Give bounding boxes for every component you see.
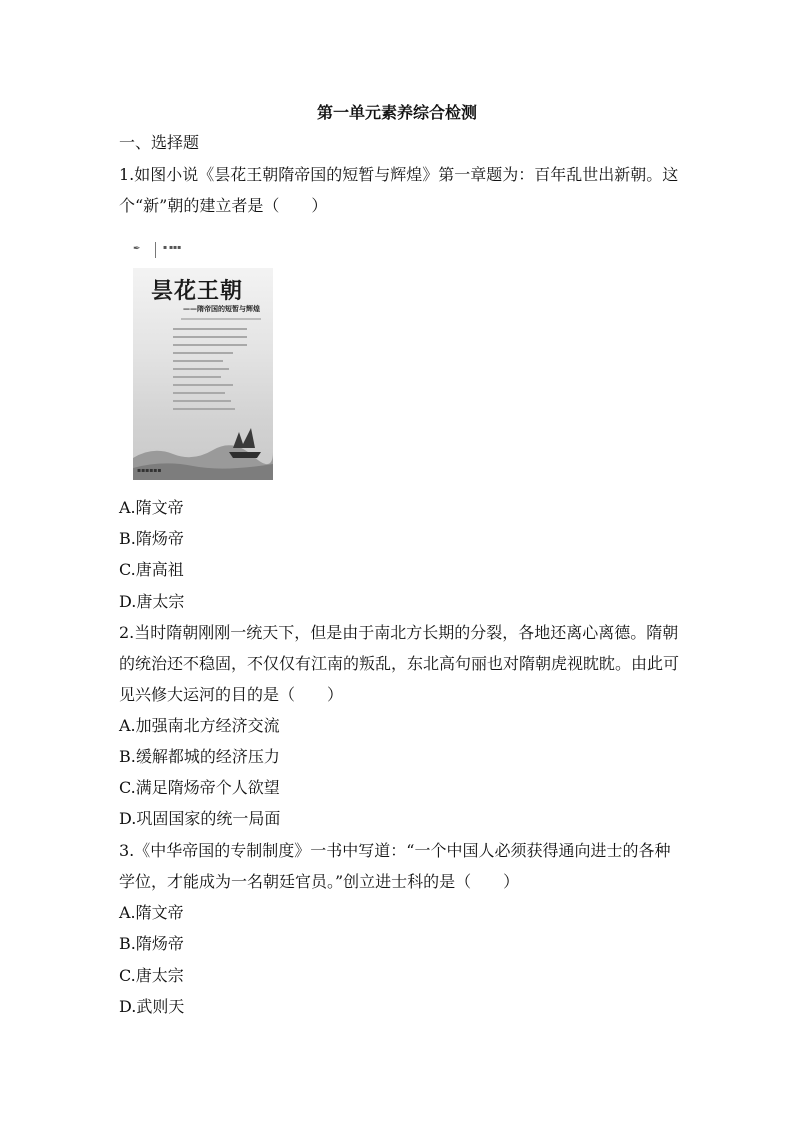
question-3-option-c: C.唐太宗 [119,966,184,985]
cover-text-line [173,328,247,330]
question-1-option-d: D.唐太宗 [119,592,185,611]
cover-text-line [173,376,221,378]
cover-subtitle: ——隋帝国的短暂与辉煌 [183,304,260,313]
question-2-option-d: D.巩固国家的统一局面 [119,809,281,828]
question-2-option-a: A.加强南北方经济交流 [119,716,280,735]
question-2-option-b: B.缓解都城的经济压力 [119,747,280,766]
cover-text-line [173,336,247,338]
question-1-option-a: A.隋文帝 [119,498,184,517]
cover-header [133,240,273,262]
publisher-logo-icon: ✒ [133,244,141,254]
cover-text-line [173,352,233,354]
cover-text-line [173,400,231,402]
cover-text-line [173,384,233,386]
cover-text-line [181,318,261,320]
question-2-stem-line-3: 见兴修大运河的目的是（ ） [119,685,344,704]
cover-divider [155,242,156,258]
question-1-option-c: C.唐高祖 [119,560,184,579]
cover-author-mark: ▪ ▪▪▪ [163,244,182,251]
section-heading: 一、选择题 [119,133,200,152]
question-1-stem-line-2: 个“新”朝的建立者是（ ） [119,196,328,215]
question-3-option-d: D.武则天 [119,997,185,1016]
cover-publisher-mark: ▪▪▪▪▪▪ [137,467,162,474]
question-3-option-b: B.隋炀帝 [119,934,184,953]
book-cover-image [133,240,273,480]
cover-text-line [173,344,247,346]
cover-artwork [133,268,273,480]
cover-text-line [173,408,235,410]
question-1-stem-line-1: 1.如图小说《昙花王朝隋帝国的短暂与辉煌》第一章题为：百年乱世出新朝。这 [119,165,679,184]
question-1-option-b: B.隋炀帝 [119,529,184,548]
question-2-stem-line-1: 2.当时隋朝刚刚一统天下，但是由于南北方长期的分裂，各地还离心离德。隋朝 [119,623,679,642]
question-3-stem-line-1: 3.《中华帝国的专制制度》一书中写道：“一个中国人必须获得通向进士的各种 [119,841,671,860]
cover-text-line [173,392,225,394]
page-title: 第一单元素养综合检测 [316,103,477,122]
cover-title: 昙花王朝 [151,279,244,304]
question-2-stem-line-2: 的统治还不稳固，不仅仅有江南的叛乱，东北高句丽也对隋朝虎视眈眈。由此可 [119,654,680,673]
question-3-option-a: A.隋文帝 [119,903,184,922]
question-3-stem-line-2: 学位，才能成为一名朝廷官员。”创立进士科的是（ ） [119,872,520,891]
cover-text-line [173,368,229,370]
cover-text-line [173,360,223,362]
question-2-option-c: C.满足隋炀帝个人欲望 [119,778,280,797]
